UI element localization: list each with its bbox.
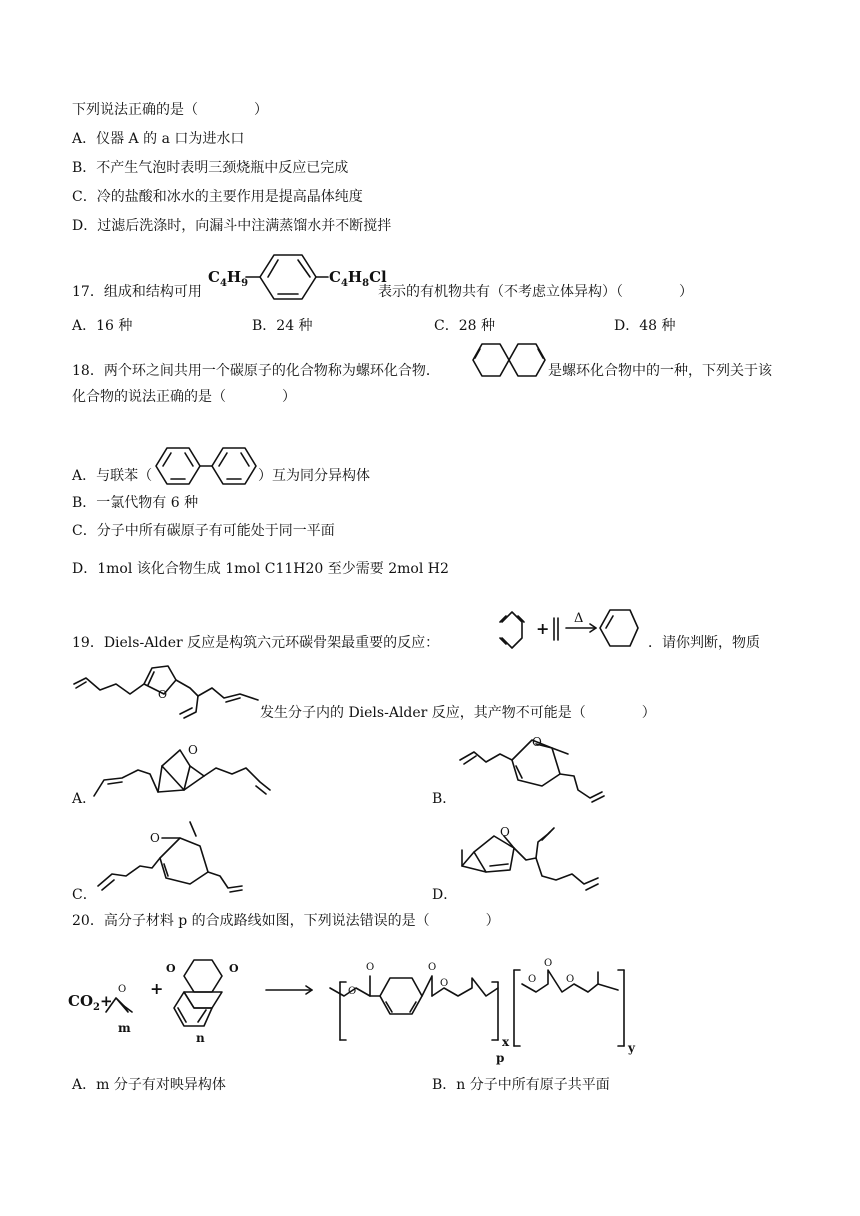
svg-text:C4H8Cl: $C_4H_8Cl$ bbox=[329, 268, 387, 289]
svg-text:O: O bbox=[229, 962, 239, 975]
heat-symbol: Δ bbox=[574, 611, 584, 626]
q16-option-a: A．仪器 A 的 a 口为进水口 bbox=[72, 131, 245, 147]
svg-text:C4H9: $C_4H_9$ bbox=[208, 268, 249, 289]
q18-stem-after: 是螺环化合物中的一种，下列关于该 bbox=[548, 363, 772, 379]
svg-text:O: O bbox=[188, 743, 198, 757]
svg-text:O: O bbox=[150, 831, 160, 845]
svg-text:O: O bbox=[166, 962, 176, 975]
svg-text:O: O bbox=[158, 688, 168, 701]
q16-option-d: D．过滤后洗涤时，向漏斗中注满蒸馏水并不断搅拌 bbox=[72, 218, 392, 234]
q20-reaction-scheme bbox=[66, 946, 646, 1065]
q18-option-d: D．1mol 该化合物生成 1mol C11H20 至少需要 2mol H2 bbox=[72, 561, 449, 577]
q19-option-d-label: D． bbox=[432, 887, 458, 903]
svg-text:O: O bbox=[366, 962, 375, 973]
q19-substrate-structure bbox=[72, 654, 260, 724]
svg-text:O: O bbox=[528, 974, 537, 985]
svg-text:O: O bbox=[348, 986, 357, 997]
svg-text:O: O bbox=[440, 978, 449, 989]
q17-structure bbox=[208, 252, 387, 302]
q16-option-c: C．冷的盐酸和冰水的主要作用是提高晶体纯度 bbox=[72, 189, 363, 205]
q17-option-d: D．48 种 bbox=[614, 318, 676, 334]
q19-stem-before: 19．Diels-Alder 反应是构筑六元环碳骨架最重要的反应： bbox=[72, 635, 440, 651]
q19-option-b-label: B． bbox=[432, 791, 457, 807]
q18-option-c: C．分子中所有碳原子有可能处于同一平面 bbox=[72, 523, 335, 539]
q18-option-b: B．一氯代物有 6 种 bbox=[72, 495, 199, 511]
q16-option-b: B．不产生气泡时表明三颈烧瓶中反应已完成 bbox=[72, 160, 349, 176]
q20-option-b: B．n 分子中所有原子共平面 bbox=[432, 1077, 610, 1093]
svg-text:O: O bbox=[500, 825, 510, 839]
q19-option-c-label: C． bbox=[72, 887, 97, 903]
q18-option-a-after: ）互为同分异构体 bbox=[258, 468, 370, 484]
svg-text:O: O bbox=[532, 735, 542, 749]
q19-option-a-label: A． bbox=[72, 791, 97, 807]
q19-stem-line2: 发生分子内的 Diels-Alder 反应，其产物不可能是（ ） bbox=[260, 705, 656, 721]
q17-stem-before: 17．组成和结构可用 bbox=[72, 284, 202, 300]
q19-stem-after: ．请你判断，物质 bbox=[648, 635, 760, 651]
label-m: m bbox=[118, 1021, 131, 1035]
q17-option-c: C．28 种 bbox=[434, 318, 495, 334]
q18-option-a-before: A．与联苯（ bbox=[72, 468, 153, 484]
q18-stem-before: 18．两个环之间共用一个碳原子的化合物称为螺环化合物． bbox=[72, 363, 440, 379]
svg-text:O: O bbox=[428, 962, 437, 973]
q19-option-d-structure bbox=[456, 820, 616, 900]
q16-stem: 下列说法正确的是（ ） bbox=[72, 102, 268, 118]
q19-option-a-structure bbox=[92, 742, 272, 804]
svg-text:O: O bbox=[118, 984, 127, 995]
q20-stem: 20．高分子材料 p 的合成路线如图，下列说法错误的是（ ） bbox=[72, 913, 500, 929]
plus-sign: + bbox=[150, 979, 164, 998]
svg-text:O: O bbox=[566, 974, 575, 985]
q17-stem-after: 表示的有机物共有（不考虑立体异构）（ ） bbox=[378, 284, 693, 300]
q19-option-b-structure bbox=[456, 726, 616, 806]
label-n: n bbox=[196, 1031, 205, 1045]
svg-text:+: + bbox=[536, 619, 550, 638]
label-y: y bbox=[628, 1041, 635, 1055]
label-p: p bbox=[496, 1051, 505, 1065]
q17-option-b: B．24 种 bbox=[252, 318, 313, 334]
label-x: x bbox=[502, 1035, 510, 1049]
q18-spiro-structure bbox=[470, 342, 548, 378]
svg-text:O: O bbox=[544, 958, 553, 969]
q19-diels-alder-scheme bbox=[496, 594, 640, 658]
q20-option-a: A．m 分子有对映异构体 bbox=[72, 1077, 226, 1093]
q17-option-a: A．16 种 bbox=[72, 318, 133, 334]
co2-label: $CO_2+$ bbox=[68, 992, 113, 1013]
q18-stem-line2: 化合物的说法正确的是（ ） bbox=[72, 389, 296, 405]
q18-biphenyl-structure bbox=[154, 445, 260, 487]
q19-option-c-structure bbox=[96, 814, 246, 894]
